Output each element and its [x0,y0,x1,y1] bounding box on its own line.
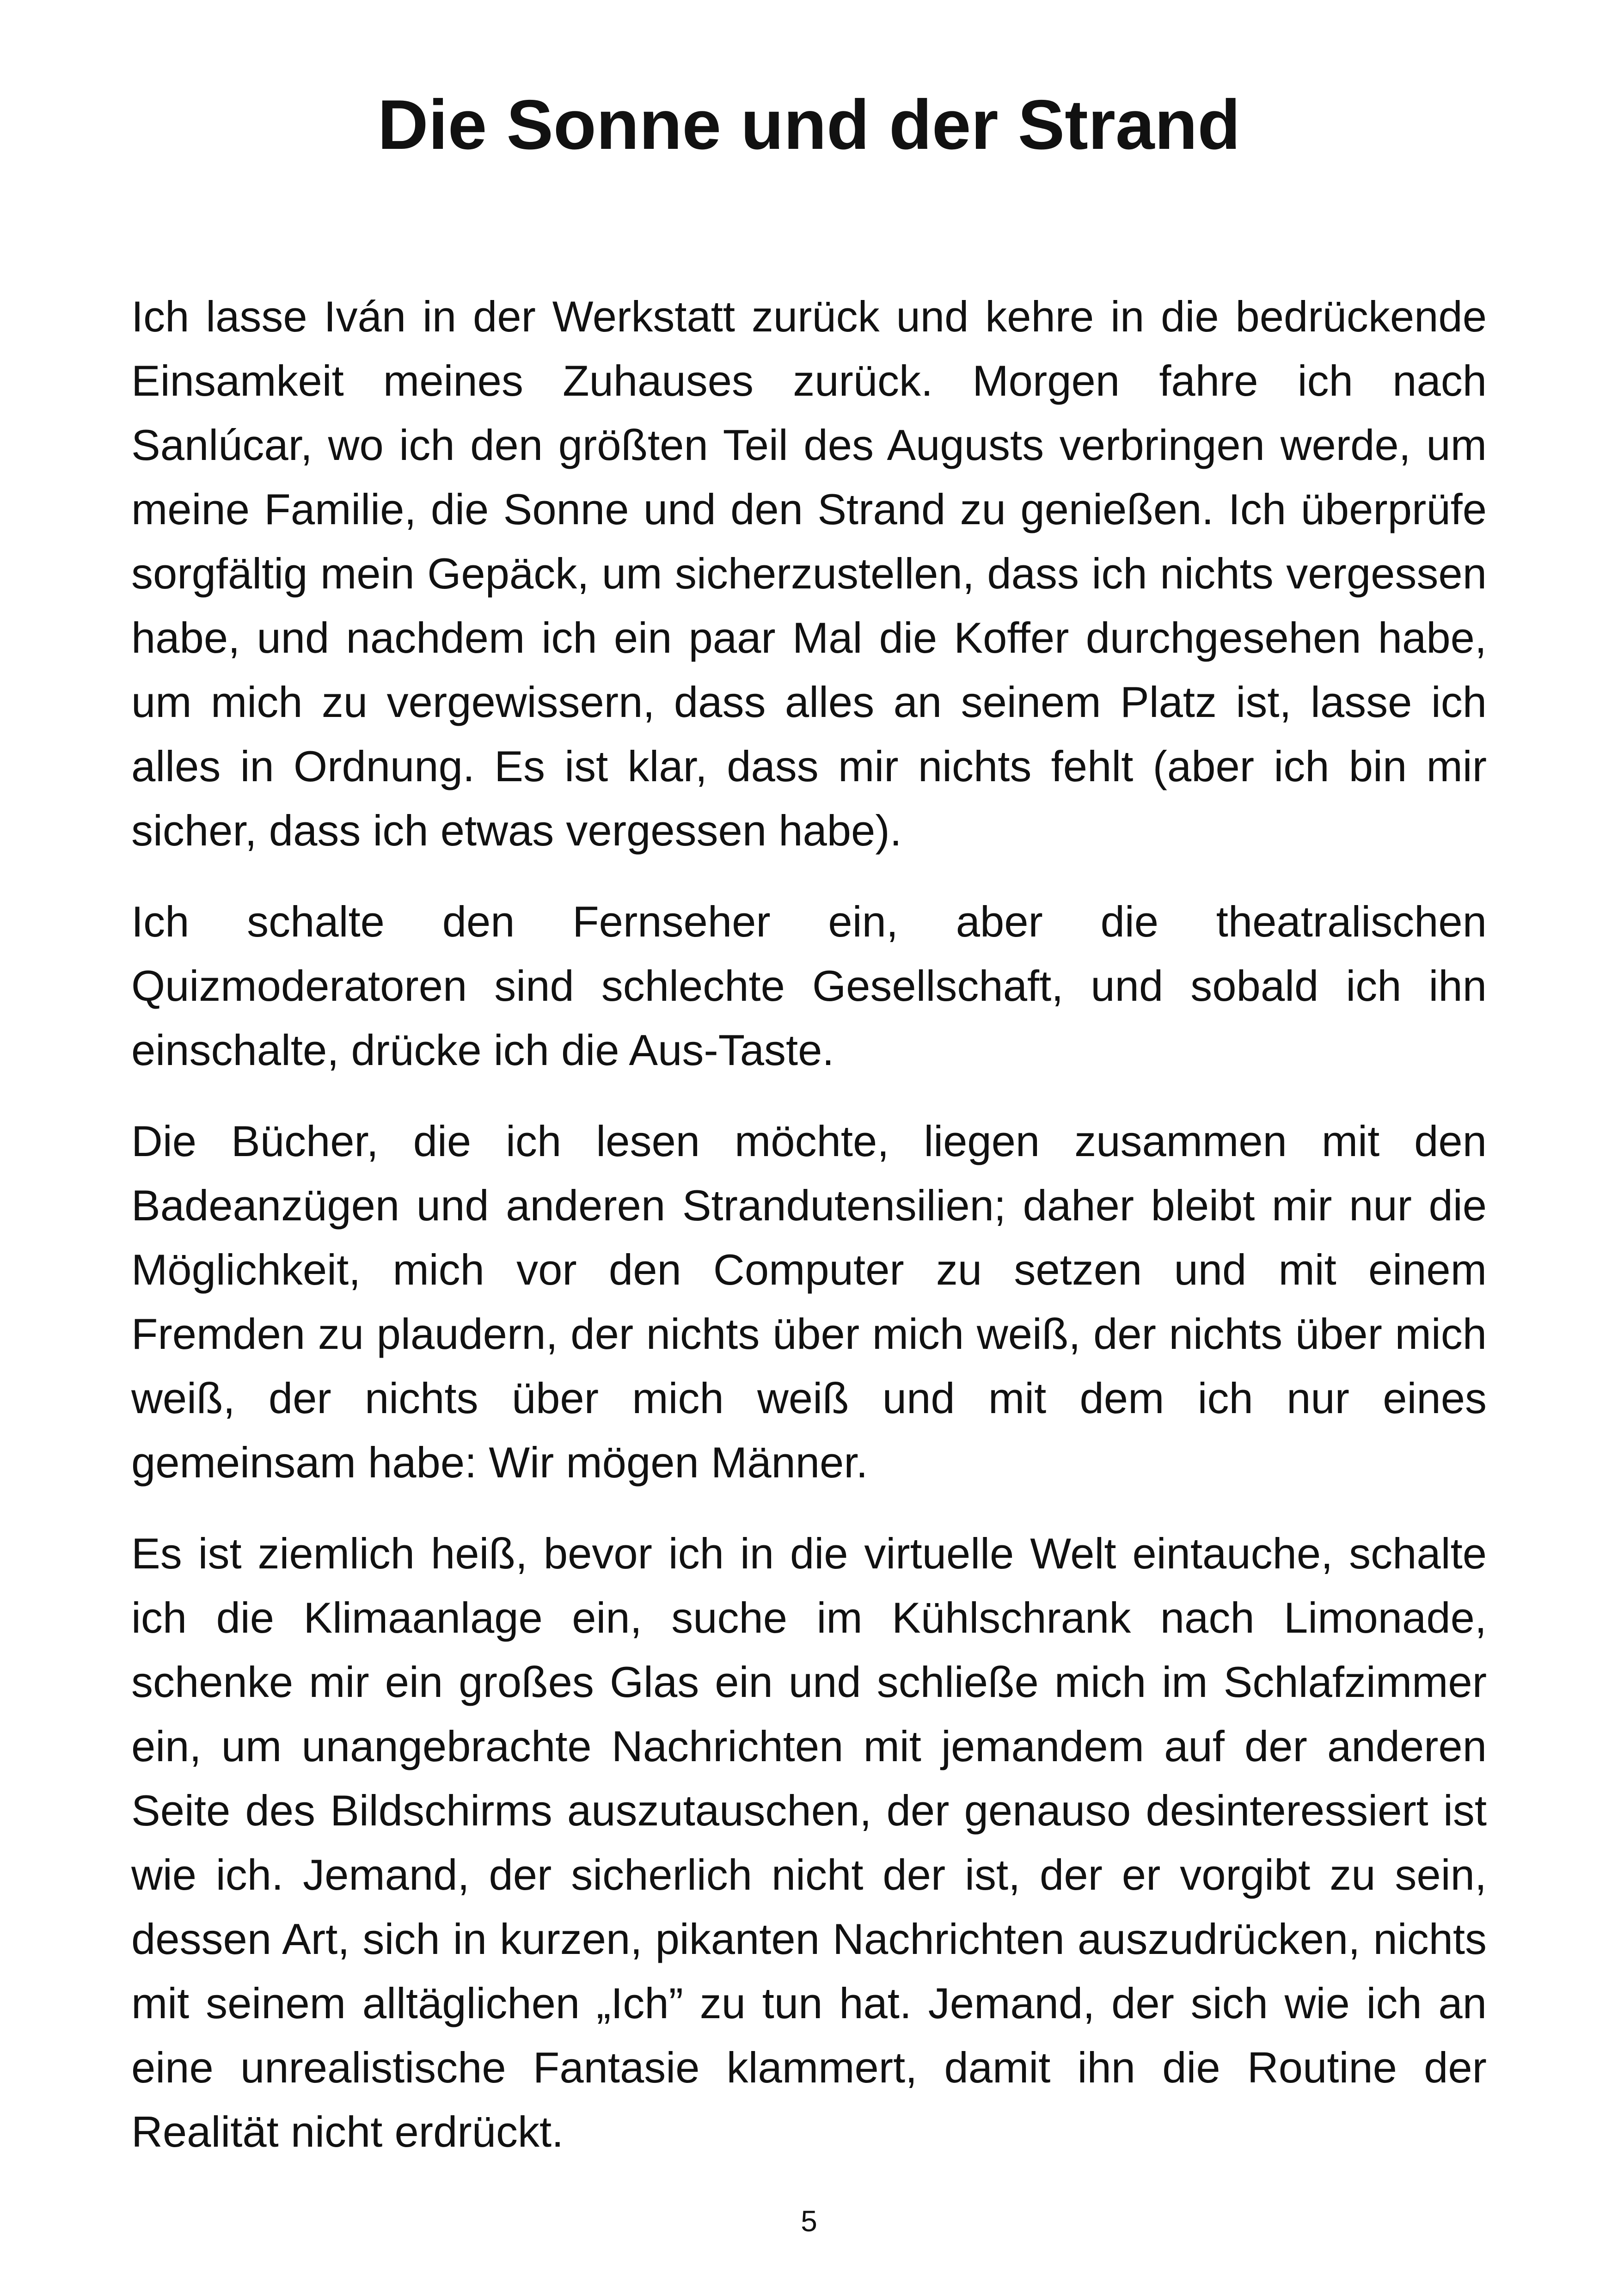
paragraph-3: Die Bücher, die ich lesen möchte, liegen zusammen mit den Badeanzügen und anderen Strandutensilien; daher bleibt mir nur die Möglichkeit, mich vor den Computer zu setzen und mit einem Fremden zu plaudern, der nichts über mich weiß, der nichts über mich weiß, der nichts über mich weiß und mit dem ich nur eines gemeinsam habe: Wir mögen Männer. [131,1117,1487,1487]
paragraph-2: Ich schalte den Fernseher ein, aber die theatralischen Quizmoderatoren sind schlechte Gesellschaft, und sobald ich ihn einschalte, drücke ich die Aus-Taste. [131,897,1487,1074]
page-number: 5 [801,2204,817,2238]
body-text [131,284,1487,2191]
paragraph-1: Ich lasse Iván in der Werkstatt zurück und kehre in die bedrückende Einsamkeit meines Zuhauses zurück. Morgen fahre ich nach Sanlúcar, wo ich den größten Teil des Augusts verbringen werde, um meine Familie, die Sonne und den Strand zu genießen. Ich überprüfe sorgfältig mein Gepäck, um sicherzustellen, dass ich nichts vergessen habe, und nachdem ich ein paar Mal die Koffer durchgesehen habe, um mich zu vergewissern, dass alles an seinem Platz ist, lasse ich alles in Ordnung. Es ist klar, dass mir nichts fehlt (aber ich bin mir sicher, dass ich etwas vergessen habe). [131,292,1487,855]
paragraph-4: Es ist ziemlich heiß, bevor ich in die virtuelle Welt eintauche, schalte ich die Klimaanlage ein, suche im Kühlschrank nach Limonade, schenke mir ein großes Glas ein und schließe mich im Schlafzimmer ein, um unangebrachte Nachrichten mit jemandem auf der anderen Seite des Bildschirms auszutauschen, der genauso desinteressiert ist wie ich. Jemand, der sicherlich nicht der ist, der er vorgibt zu sein, dessen Art, sich in kurzen, pikanten Nachrichten auszudrücken, nichts mit seinem alltäglichen „Ich” zu tun hat. Jemand, der sich wie ich an eine unrealistische Fantasie klammert, damit ihn die Routine der Realität nicht erdrückt. [131,1529,1487,2156]
page-title: Die Sonne und der Strand [377,86,1241,164]
